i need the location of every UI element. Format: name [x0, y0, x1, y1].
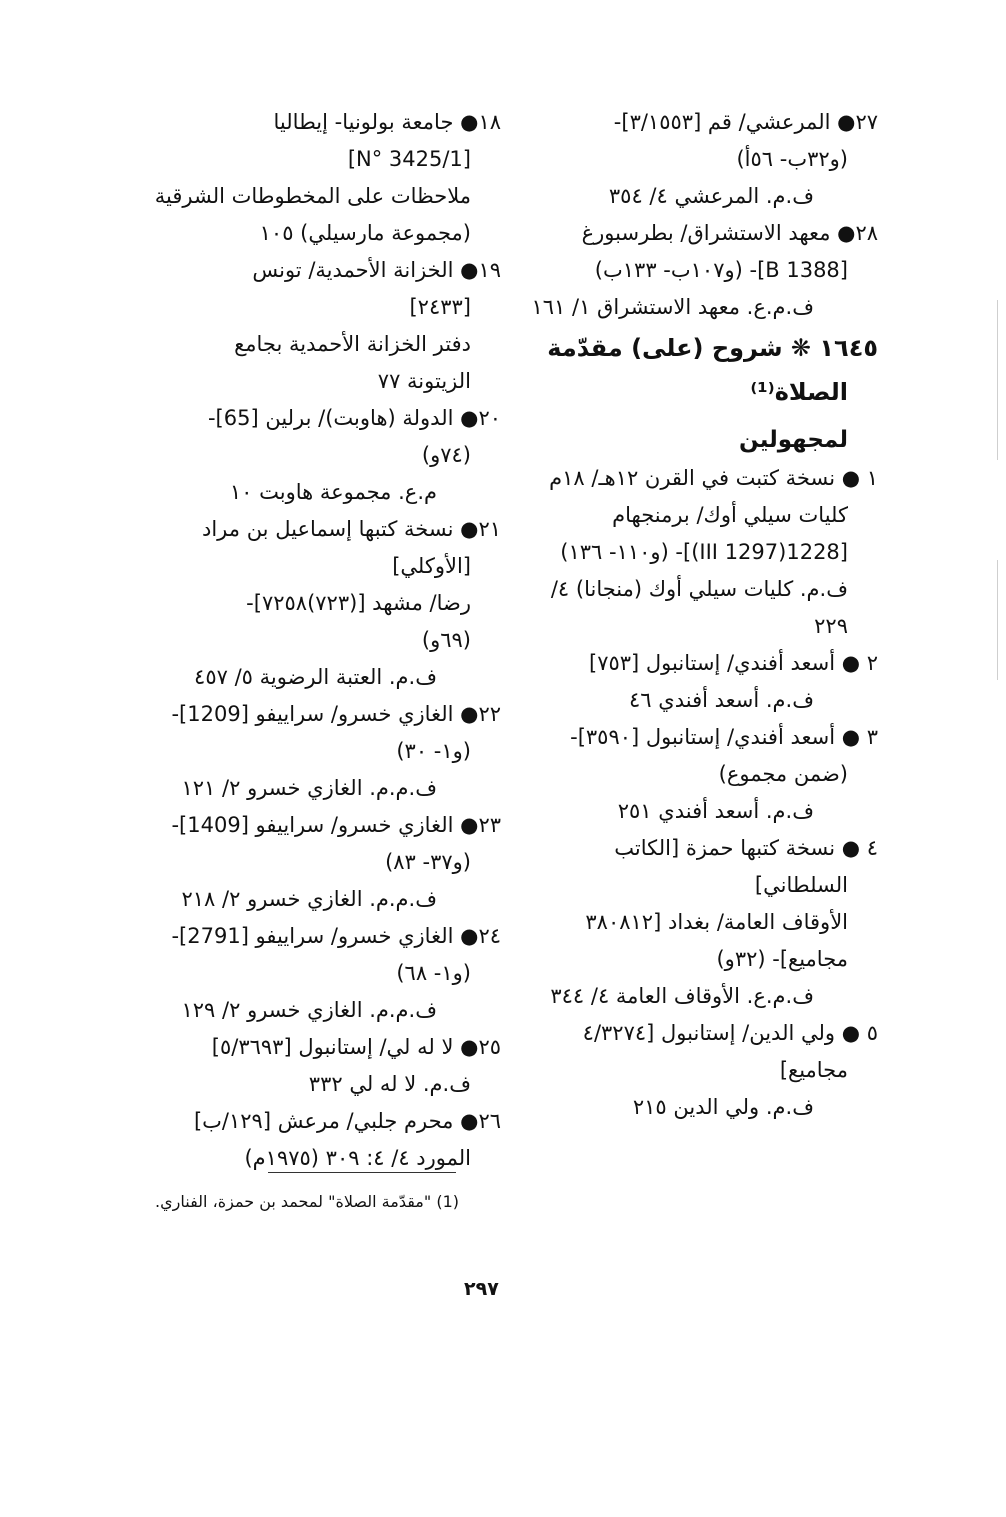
section-heading: ١٦٤٥ ❋ شروح (على) مقدّمة	[547, 334, 878, 362]
entry-line: ملاحظات على المخطوطات الشرقية	[154, 184, 471, 208]
footnote: (1) "مقدّمة الصلاة" لمحمد بن حمزة، الفناري.	[155, 1192, 459, 1211]
entry-line: ف.م.م. الغازي خسرو ٢/ ٢١٨	[181, 887, 437, 911]
entry-line: ف.م. كليات سيلي أوك (منجانا) ٤/	[550, 577, 848, 601]
entry-line: ٢١● نسخة كتبها إسماعيل بن مراد	[202, 517, 501, 541]
section-heading: الصلاة⁽¹⁾	[750, 378, 848, 406]
scan-edge-mark	[997, 560, 998, 680]
entry-line: رضا/ مشهد [(٧٢٣)٧٢٥٨]-	[246, 591, 471, 615]
footnote-separator	[268, 1172, 456, 1173]
entry-line: ٢٤● الغازي خسرو/ سراييفو [2791]-	[171, 924, 501, 948]
page-number: ٢٩٧	[464, 1278, 499, 1300]
entry-line: المورد ٤/ ٤: ٣٠٩ (١٩٧٥م)	[244, 1146, 471, 1170]
entry-line: [N° 3425/1]	[347, 147, 471, 171]
entry-line: ٢٨● معهد الاستشراق/ بطرسبورغ	[581, 221, 878, 245]
entry-line: ف.م.م. الغازي خسرو ٢/ ١٢١	[181, 776, 437, 800]
entry-line: ٢٧● المرعشي/ قم [٣/١٥٥٣]-	[613, 110, 878, 134]
scan-edge-mark	[997, 300, 998, 460]
entry-line: ف.م.ع. الأوقاف العامة ٤/ ٣٤٤	[550, 984, 814, 1008]
entry-line: ٢ ● أسعد أفندي/ إستانبول [٧٥٣]	[588, 651, 878, 675]
entry-line: ف.م. أسعد أفندي ٤٦	[629, 688, 814, 712]
entry-line: ٢٠● الدولة (هاوبت)/ برلين [65]-	[207, 406, 501, 430]
entry-line: [1228(1297 III)]- (و١١٠- ١٣٦)	[560, 540, 848, 564]
right-column	[528, 104, 878, 1126]
entry-line: الزيتونة ٧٧	[377, 369, 471, 393]
entry-line: كليات سيلي أوك/ برمنجهام	[612, 503, 848, 527]
entry-line: (ضمن مجموع)	[718, 762, 848, 786]
entry-line: (مجموعة مارسيلي) ١٠٥	[259, 221, 471, 245]
entry-line: ف.م.ع. معهد الاستشراق ١/ ١٦١	[531, 295, 814, 319]
left-column	[136, 104, 501, 1177]
entry-line: ف.م. العتبة الرضوية ٥/ ٤٥٧	[194, 665, 437, 689]
entry-line: ٢٦● محرم جلبي/ مرعش [١٢٩/ب]	[193, 1109, 501, 1133]
entry-line: ٢٣● الغازي خسرو/ سراييفو [1409]-	[171, 813, 501, 837]
entry-line: [٢٤٣٣]	[409, 295, 471, 319]
entry-line: مجاميع]- (٣٢و)	[716, 947, 848, 971]
entry-line: ٢٢٩	[814, 614, 848, 638]
entry-line: ف.م. أسعد أفندي ٢٥١	[617, 799, 814, 823]
entry-line: السلطاني]	[754, 873, 848, 897]
entry-line: ١ ● نسخة كتبت في القرن ١٢هـ/ ١٨م	[549, 466, 878, 490]
entry-line: (و٣٢ب- ٥٦أ)	[736, 147, 848, 171]
entry-line: الأوقاف العامة/ بغداد [٣٨٠٨١٢	[585, 910, 848, 934]
entry-line: (٧٤و)	[421, 443, 471, 467]
entry-line: ٤ ● نسخة كتبها حمزة [الكاتب	[614, 836, 878, 860]
entry-line: مجاميع]	[779, 1058, 848, 1082]
entry-line: ف.م.م. الغازي خسرو ٢/ ١٢٩	[181, 998, 437, 1022]
section-heading: لمجهولين	[739, 427, 848, 453]
entry-line: ٥ ● ولي الدين/ إستانبول [٤/٣٢٧٤	[582, 1021, 878, 1045]
entry-line: ١٨● جامعة بولونيا- إيطاليا	[273, 110, 501, 134]
entry-line: ف.م. ولي الدين ٢١٥	[632, 1095, 814, 1119]
entry-line: م.ع. مجموعة هاوبت ١٠	[229, 480, 437, 504]
entry-line: (و٣٧- ٨٣)	[385, 850, 471, 874]
entry-line: (و١- ٣٠)	[396, 739, 471, 763]
entry-line: ١٩● الخزانة الأحمدية/ تونس	[252, 258, 501, 282]
entry-line: ٣ ● أسعد أفندي/ إستانبول [٣٥٩٠]-	[570, 725, 878, 749]
entry-line: [الأوكلي]	[392, 554, 471, 578]
entry-line: ٢٢● الغازي خسرو/ سراييفو [1209]-	[171, 702, 501, 726]
entry-line: [B 1388]- (و١٠٧ب- ١٣٣ب)	[594, 258, 848, 282]
entry-line: دفتر الخزانة الأحمدية بجامع	[234, 332, 471, 356]
entry-line: ف.م. لا له لي ٣٣٢	[308, 1072, 471, 1096]
entry-line: (و١- ٦٨)	[396, 961, 471, 985]
entry-line: ف.م. المرعشي ٤/ ٣٥٤	[608, 184, 814, 208]
entry-line: ٢٥● لا له لي/ إستانبول [٥/٣٦٩٣]	[211, 1035, 501, 1059]
entry-line: (٦٩و)	[421, 628, 471, 652]
